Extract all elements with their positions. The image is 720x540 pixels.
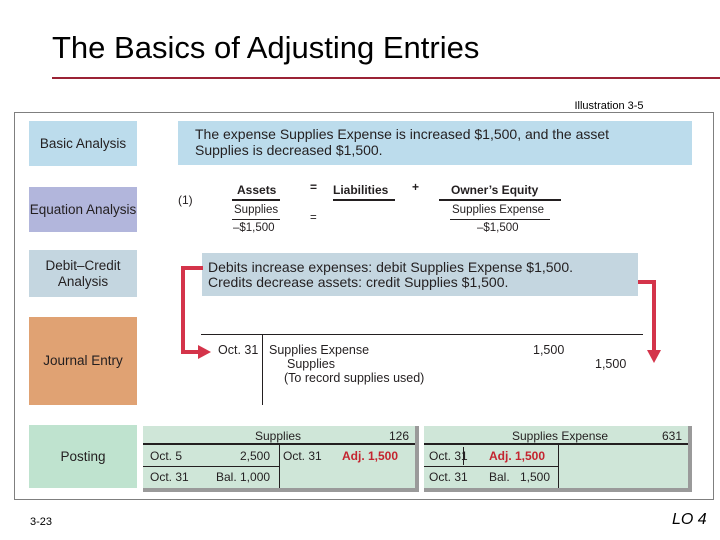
slide-number: 3-23: [30, 516, 53, 528]
basic-analysis-box: [178, 121, 692, 165]
supplies-row2-date: Oct. 31: [150, 470, 189, 484]
left-arrow-vertical: [181, 266, 185, 354]
equation-liabilities-header: Liabilities: [333, 183, 389, 197]
equation-equals-sign: =: [310, 180, 318, 194]
label-journal-entry: Journal Entry: [29, 317, 137, 405]
supplies-account-name: Supplies: [255, 429, 302, 443]
equity-underline: [439, 199, 561, 201]
equation-number: (1): [178, 193, 193, 207]
equation-equity-header: Owner’s Equity: [451, 183, 539, 197]
label-posting: Posting: [29, 425, 137, 488]
label-equation-analysis: Equation Analysis: [29, 187, 137, 232]
expense-balance-label: Bal.: [489, 470, 510, 484]
expense-row1-date: Oct. 31: [429, 449, 468, 463]
label-debit-credit-analysis: Debit–Credit Analysis: [29, 250, 137, 297]
expense-adjustment-debit: Adj. 1,500: [489, 449, 546, 463]
expense-account-name: Supplies Expense: [512, 429, 609, 443]
debit-credit-line-1: Debits increase expenses: debit Supplies Expense $1,500.: [208, 259, 574, 275]
title-divider: [52, 77, 720, 79]
equation-equity-amount: –$1,500: [477, 222, 519, 234]
supplies-adjustment-credit: Adj. 1,500: [342, 449, 399, 463]
expense-t-vertical: [558, 444, 559, 488]
supplies-expense-t-account: [424, 426, 692, 492]
journal-date-column-rule: [262, 335, 263, 405]
supplies-t-vertical: [279, 444, 280, 488]
left-arrow-head-icon: [198, 345, 212, 359]
equation-equity-account: Supplies Expense: [452, 204, 545, 216]
assets-underline: [232, 199, 280, 201]
equation-assets-account: Supplies: [234, 204, 279, 216]
basic-analysis-line-2: Supplies is decreased $1,500.: [195, 142, 383, 158]
journal-debit-amount: 1,500: [533, 343, 565, 357]
journal-top-rule: [201, 334, 643, 335]
equation-middle-equals: =: [310, 212, 317, 224]
page-title: The Basics of Adjusting Entries: [52, 30, 480, 65]
equation-plus-sign: +: [412, 180, 420, 194]
label-basic-analysis: Basic Analysis: [29, 121, 137, 166]
expense-balance-amount: 1,500: [520, 470, 551, 484]
journal-date: Oct. 31: [218, 343, 259, 357]
liabilities-underline: [333, 199, 395, 201]
illustration-label: Illustration 3-5: [574, 100, 644, 112]
equity-amount-rule: [450, 219, 550, 220]
supplies-t-account: [143, 426, 419, 492]
debit-credit-line-2: Credits decrease assets: credit Supplies $1,500.: [208, 274, 509, 290]
equation-assets-header: Assets: [237, 183, 277, 197]
supplies-account-number: 126: [389, 429, 410, 443]
learning-objective: LO 4: [672, 511, 707, 528]
debit-credit-box: [202, 253, 638, 296]
assets-amount-rule: [232, 219, 280, 220]
supplies-row1-amount: 2,500: [240, 449, 271, 463]
journal-credit-account: Supplies: [287, 357, 335, 371]
supplies-balance-rule: [143, 466, 279, 467]
expense-balance-rule: [424, 466, 558, 467]
equation-assets-amount: –$1,500: [233, 222, 275, 234]
journal-debit-account: Supplies Expense: [269, 343, 370, 357]
supplies-row1-date: Oct. 5: [150, 449, 183, 463]
basic-analysis-line-1: The expense Supplies Expense is increased $1,500, and the asset: [195, 126, 610, 142]
journal-explanation: (To record supplies used): [284, 371, 425, 385]
supplies-row1-credit-date: Oct. 31: [283, 449, 322, 463]
right-arrow-vertical: [652, 280, 656, 352]
expense-t-horizontal: [424, 443, 688, 445]
right-arrow-head-icon: [647, 350, 661, 364]
supplies-balance: Bal. 1,000: [216, 470, 271, 484]
expense-account-number: 631: [662, 429, 683, 443]
journal-credit-amount: 1,500: [595, 357, 627, 371]
expense-row2-date: Oct. 31: [429, 470, 468, 484]
